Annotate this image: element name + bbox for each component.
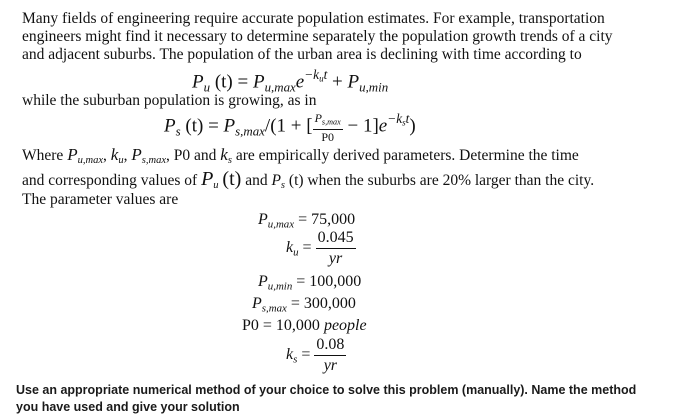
param-p0-label: P0 xyxy=(242,317,259,334)
param-ku-fraction xyxy=(316,229,356,268)
determine-ps-var: P xyxy=(271,172,281,189)
where-ku-sub: u xyxy=(118,155,124,167)
params-intro: The parameter values are xyxy=(22,191,179,208)
determine-pu-var: P xyxy=(201,168,214,190)
param-p0 xyxy=(242,316,367,336)
eq2-lhs-sub: s xyxy=(175,123,181,139)
eq1-exp-sub: u xyxy=(319,73,324,84)
where-ku-var: k xyxy=(110,145,119,164)
eq1-lhs-arg: (t) = xyxy=(214,71,249,93)
eq2-exp-power: −k xyxy=(387,111,403,126)
param-p0-unit: people xyxy=(323,317,367,334)
instruction-line-1: Use an appropriate numerical method of your choice to solve this problem (manually). Name the method xyxy=(16,383,637,397)
param-pumin xyxy=(258,272,361,296)
param-ks-num: 0.08 xyxy=(314,336,346,356)
param-ks xyxy=(286,336,346,375)
eq2-close: ) xyxy=(409,115,416,137)
paragraph-line-2: engineers might find it necessary to determine separately the population growth trends of a city xyxy=(22,28,613,45)
eq2-psmax-sub: s,max xyxy=(235,123,265,139)
eq1-exp-base: e xyxy=(295,71,305,93)
where-ks-sub: s xyxy=(227,155,232,167)
where-and: and xyxy=(194,147,217,164)
determine-pu-sub: u xyxy=(213,180,219,192)
where-pumax-sub: u,max xyxy=(77,155,104,167)
where-ks-var: k xyxy=(220,145,228,164)
determine-text-a: and corresponding values of xyxy=(22,172,198,189)
determine-text-b: when the suburbs are 20% larger than the city. xyxy=(307,172,595,189)
determine-ps-arg: (t) xyxy=(288,172,304,189)
suburban-population-equation xyxy=(164,106,416,145)
param-ks-sub: s xyxy=(293,353,298,366)
param-ku-eq: = xyxy=(302,239,312,257)
eq2-psmax-var: P xyxy=(223,115,236,137)
where-rest: are empirically derived parameters. Determine the time xyxy=(235,147,579,164)
param-pumin-value: = 100,000 xyxy=(296,273,362,290)
eq2-exp-base: e xyxy=(378,115,388,137)
eq2-frac-den: P0 xyxy=(321,130,334,144)
param-ku-sub: u xyxy=(293,246,299,259)
param-psmax-value: = 300,000 xyxy=(290,295,356,312)
where-pumax-var: P xyxy=(67,145,78,164)
eq1-exp-t: t xyxy=(323,67,328,82)
param-ks-eq: = xyxy=(301,346,311,364)
where-psmax-sub: s,max xyxy=(141,155,167,167)
param-ku-num: 0.045 xyxy=(316,229,356,249)
determine-ps-sub: s xyxy=(280,180,286,192)
eq1-exp-power: −k xyxy=(304,67,320,82)
eq2-frac-num-sub: s,max xyxy=(321,117,341,126)
eq1-pumin-sub: u,min xyxy=(359,79,389,95)
where-p0: P0 xyxy=(173,147,191,164)
param-ks-var: k xyxy=(286,346,294,364)
param-p0-value: = 10,000 xyxy=(262,317,320,334)
param-pumax-sub: u,max xyxy=(267,218,295,231)
param-ku-den: yr xyxy=(328,250,343,267)
param-pumax-value: = 75,000 xyxy=(298,211,356,228)
eq1-lhs-sub: u xyxy=(203,79,211,95)
where-psmax-var: P xyxy=(131,145,142,164)
determine-and: and xyxy=(245,172,268,189)
param-psmax-var: P xyxy=(252,295,262,312)
param-psmax-sub: s,max xyxy=(261,302,287,315)
eq2-fraction xyxy=(313,112,343,143)
eq1-plus: + xyxy=(332,71,343,93)
eq1-pumin-var: P xyxy=(347,71,360,93)
eq2-lhs-var: P xyxy=(164,115,176,137)
where-word: Where xyxy=(22,147,64,164)
eq1-pumax-sub: u,max xyxy=(264,79,296,95)
eq2-lhs-arg: (t) = xyxy=(185,115,219,137)
determine-pu-arg: (t) xyxy=(222,168,242,190)
eq2-div-open: /(1 + [ xyxy=(264,115,313,137)
eq2-exp-t: t xyxy=(405,111,410,126)
param-psmax xyxy=(252,294,356,318)
suburban-intro: while the suburban population is growing, as in xyxy=(22,92,317,109)
eq1-pumax-var: P xyxy=(252,71,265,93)
param-ks-fraction xyxy=(314,336,346,375)
param-ku-var: k xyxy=(286,239,294,257)
eq2-exp-sub: s xyxy=(402,117,406,128)
instruction-line-2: you have used and give your solution xyxy=(16,400,240,414)
paragraph-line-1: Many fields of engineering require accurate population estimates. For example, transportation xyxy=(22,10,605,27)
param-pumin-var: P xyxy=(258,273,268,290)
eq1-lhs-var: P xyxy=(192,71,204,93)
param-pumin-sub: u,min xyxy=(267,280,293,293)
eq2-frac-num-var: P xyxy=(314,110,322,125)
paragraph-line-3: and adjacent suburbs. The population of the urban area is declining with time according to xyxy=(22,46,582,63)
param-ks-den: yr xyxy=(323,357,338,374)
where-line: Where $P_{u,max}$, $k_u$, $P_{s,max}$, P0 and $k_s$ are empirically derived parameters. Determine the time xyxy=(22,145,579,167)
eq2-minus-one: − 1] xyxy=(342,115,379,137)
param-pumax-var: P xyxy=(258,211,268,228)
param-ku xyxy=(286,229,356,268)
